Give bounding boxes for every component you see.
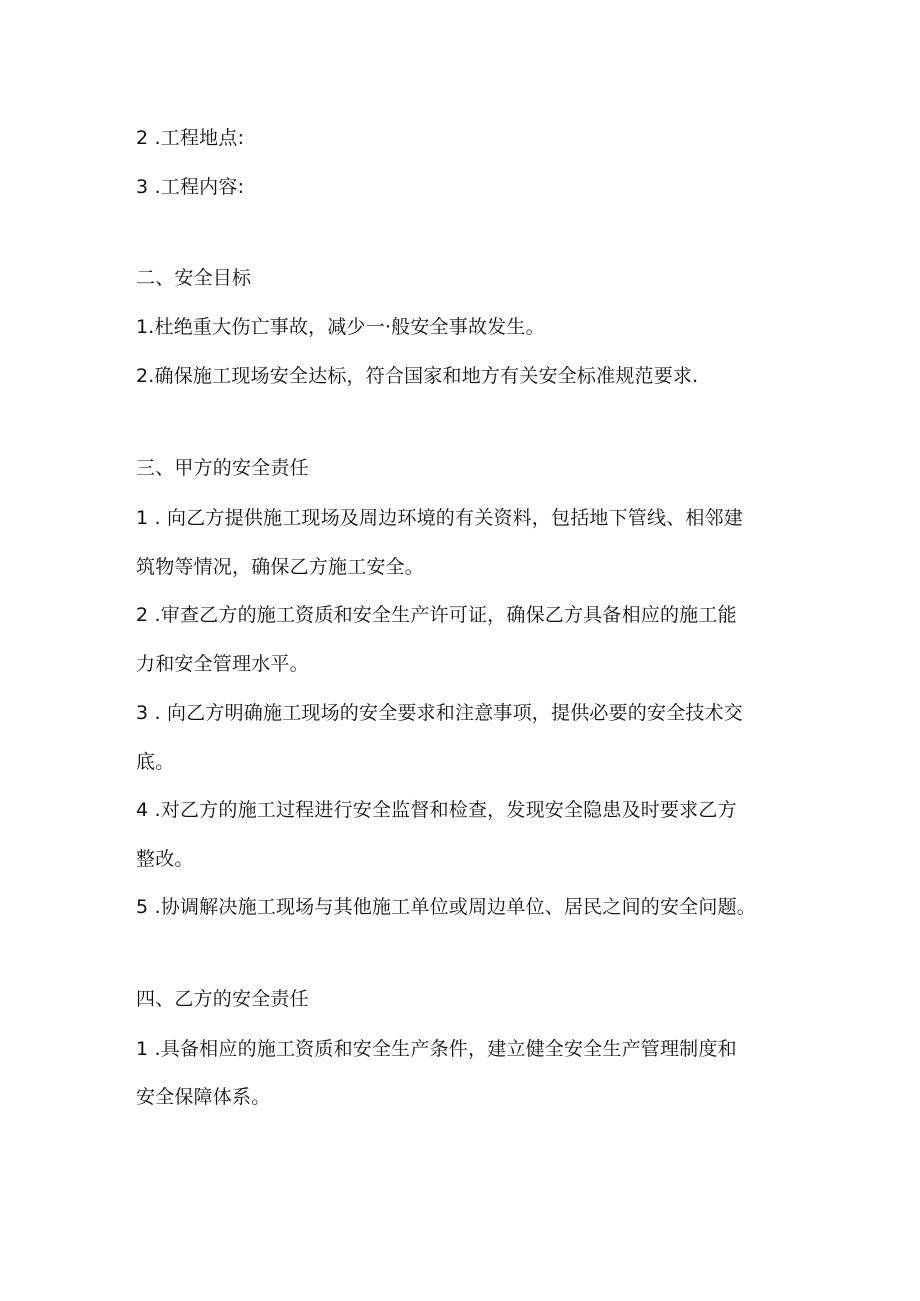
- party-b-item-1-line-2: 安全保障体系。: [136, 1086, 271, 1108]
- party-a-item-3-line-2: 底。: [136, 751, 175, 773]
- party-a-item-2-line-2: 力和安全管理水平。: [136, 653, 309, 675]
- party-a-item-4-line-1: 4 .对乙方的施工过程进行安全监督和检查，发现安全隐患及时要求乙方: [136, 799, 737, 821]
- party-b-item-1-line-1: 1 .具备相应的施工资质和安全生产条件，建立健全安全生产管理制度和: [136, 1038, 737, 1060]
- party-a-item-1-line-1: 1 . 向乙方提供施工现场及周边环境的有关资料，包括地下管线、相邻建: [136, 507, 744, 529]
- goal-item-1: 1.杜绝重大伤亡事故，减少一·般安全事故发生。: [136, 316, 545, 338]
- party-a-item-1-line-2: 筑物等情况，确保乙方施工安全。: [136, 556, 425, 578]
- heading-party-a-responsibilities: 三、甲方的安全责任: [136, 457, 309, 479]
- heading-party-b-responsibilities: 四、乙方的安全责任: [136, 988, 309, 1010]
- goal-item-2: 2.确保施工现场安全达标，符合国家和地方有关安全标准规范要求.: [136, 365, 699, 387]
- party-a-item-3-line-1: 3 . 向乙方明确施工现场的安全要求和注意事项，提供必要的安全技术交: [136, 702, 744, 724]
- party-a-item-4-line-2: 整改。: [136, 848, 194, 870]
- heading-safety-goals: 二、安全目标: [136, 267, 252, 289]
- item-project-content: 3 .工程内容:: [136, 176, 245, 198]
- party-a-item-2-line-1: 2 .审查乙方的施工资质和安全生产许可证，确保乙方具备相应的施工能: [136, 604, 737, 626]
- party-a-item-5-line-1: 5 .协调解决施工现场与其他施工单位或周边单位、居民之间的安全问题。: [136, 896, 756, 918]
- item-project-location: 2 .工程地点:: [136, 127, 245, 149]
